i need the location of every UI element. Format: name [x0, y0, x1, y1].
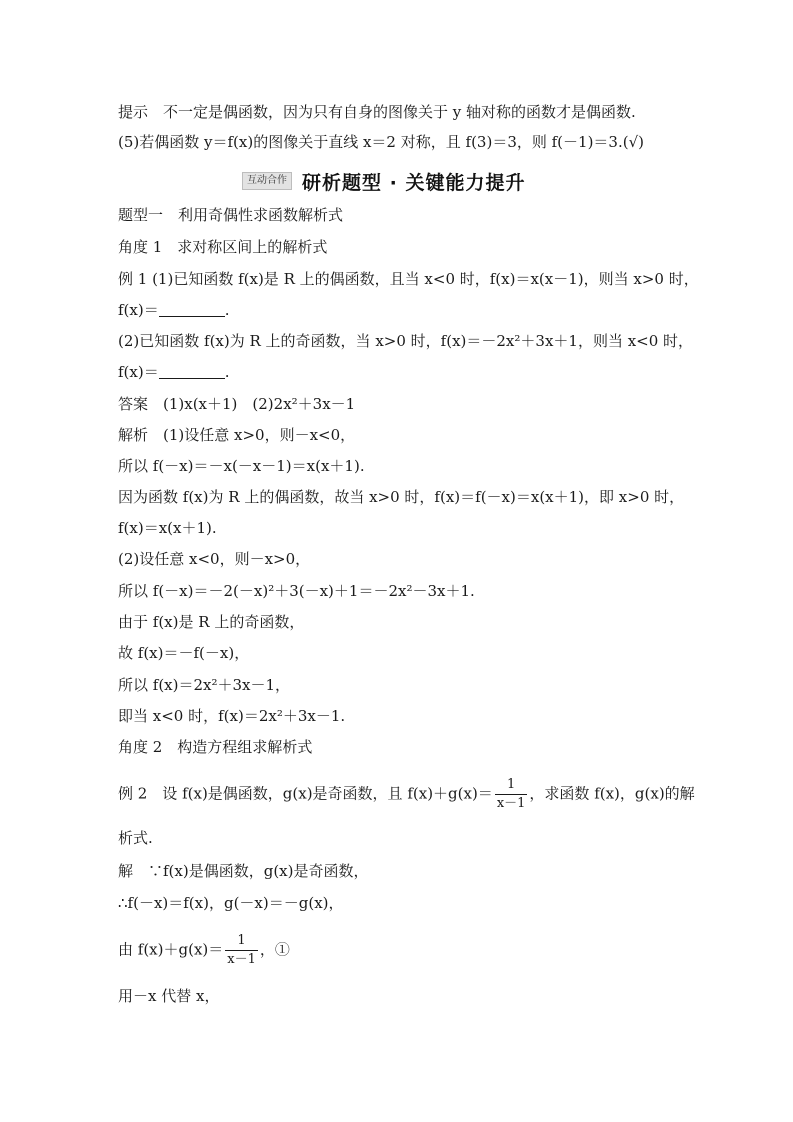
analysis-line-6: 所以 f(－x)＝－2(－x)²＋3(－x)＋1＝－2x²－3x＋1.: [118, 582, 475, 600]
solution-line-1: 解 ∵f(x)是偶函数，g(x)是奇函数，: [118, 862, 369, 880]
answer-blank: [159, 302, 225, 317]
analysis-line-9: 所以 f(x)＝2x²＋3x－1，: [118, 676, 291, 694]
section-title: 研析题型 · 关键能力提升: [302, 171, 526, 194]
statement-5: (5)若偶函数 y＝f(x)的图像关于直线 x＝2 对称，且 f(3)＝3，则 f(－1)＝3.(√): [118, 133, 644, 151]
fraction: [495, 778, 528, 811]
fraction-denominator: x－1: [496, 796, 526, 811]
solution-line-2: ∴f(－x)＝f(x)，g(－x)＝－g(x)，: [118, 894, 344, 912]
example-1-answer-line-1: [118, 299, 678, 321]
example-2-text: 例 2 设 f(x)是偶函数，g(x)是奇函数，且 f(x)＋g(x)＝: [118, 784, 493, 803]
example-1-part-2: (2)已知函数 f(x)为 R 上的奇函数，当 x>0 时，f(x)＝－2x²＋3x＋1，则当 x<0 时，: [118, 332, 694, 350]
period: .: [224, 301, 230, 319]
section-header: [242, 168, 525, 194]
answer-line: 答案 (1)x(x＋1) (2)2x²＋3x－1: [118, 395, 356, 413]
example-2-text-rest: ，求函数 f(x)，g(x)的解: [529, 784, 695, 803]
analysis-line-7: 由于 f(x)是 R 上的奇函数，: [118, 613, 305, 631]
fraction: [225, 934, 258, 967]
fraction-denominator: x－1: [227, 952, 256, 967]
analysis-line-3: 因为函数 f(x)为 R 上的偶函数，故当 x>0 时，f(x)＝f(－x)＝x(x＋1)，即 x>0 时，: [118, 488, 685, 506]
answer-blank: [159, 364, 225, 379]
solution-line-4: 用－x 代替 x，: [118, 987, 220, 1005]
fraction-numerator: 1: [495, 778, 528, 795]
example-1-answer-line-2: [118, 361, 678, 383]
analysis-line-10: 即当 x<0 时，f(x)＝2x²＋3x－1.: [118, 707, 346, 725]
hint-text: 提示 不一定是偶函数，因为只有自身的图像关于 y 轴对称的函数才是偶函数.: [118, 103, 636, 121]
solution-line-3: [118, 934, 678, 967]
topic-heading: 题型一 利用奇偶性求函数解析式: [118, 206, 344, 224]
lhs-text: f(x)＝: [118, 301, 159, 319]
solution-text-rest: ，①: [259, 940, 290, 959]
lhs-text: f(x)＝: [118, 363, 159, 381]
fraction-numerator: 1: [225, 934, 258, 951]
example-2-line-1: [118, 777, 695, 811]
analysis-line-1: 解析 (1)设任意 x>0，则－x<0，: [118, 426, 356, 444]
analysis-line-2: 所以 f(－x)＝－x(－x－1)＝x(x＋1).: [118, 457, 365, 475]
analysis-line-8: 故 f(x)＝－f(－x)，: [118, 644, 250, 662]
example-2-line-2: 析式.: [118, 829, 153, 847]
period: .: [224, 363, 230, 381]
example-1-part-1: 例 1 (1)已知函数 f(x)是 R 上的偶函数，且当 x<0 时，f(x)＝x(x－1)，则当 x>0 时，: [118, 270, 699, 288]
angle-2-heading: 角度 2 构造方程组求解析式: [118, 738, 313, 756]
solution-text: 由 f(x)＋g(x)＝: [118, 940, 224, 959]
section-badge: 互动合作: [242, 172, 292, 190]
angle-1-heading: 角度 1 求对称区间上的解析式: [118, 238, 328, 256]
analysis-line-5: (2)设任意 x<0，则－x>0，: [118, 550, 311, 568]
analysis-line-4: f(x)＝x(x＋1).: [118, 519, 217, 537]
